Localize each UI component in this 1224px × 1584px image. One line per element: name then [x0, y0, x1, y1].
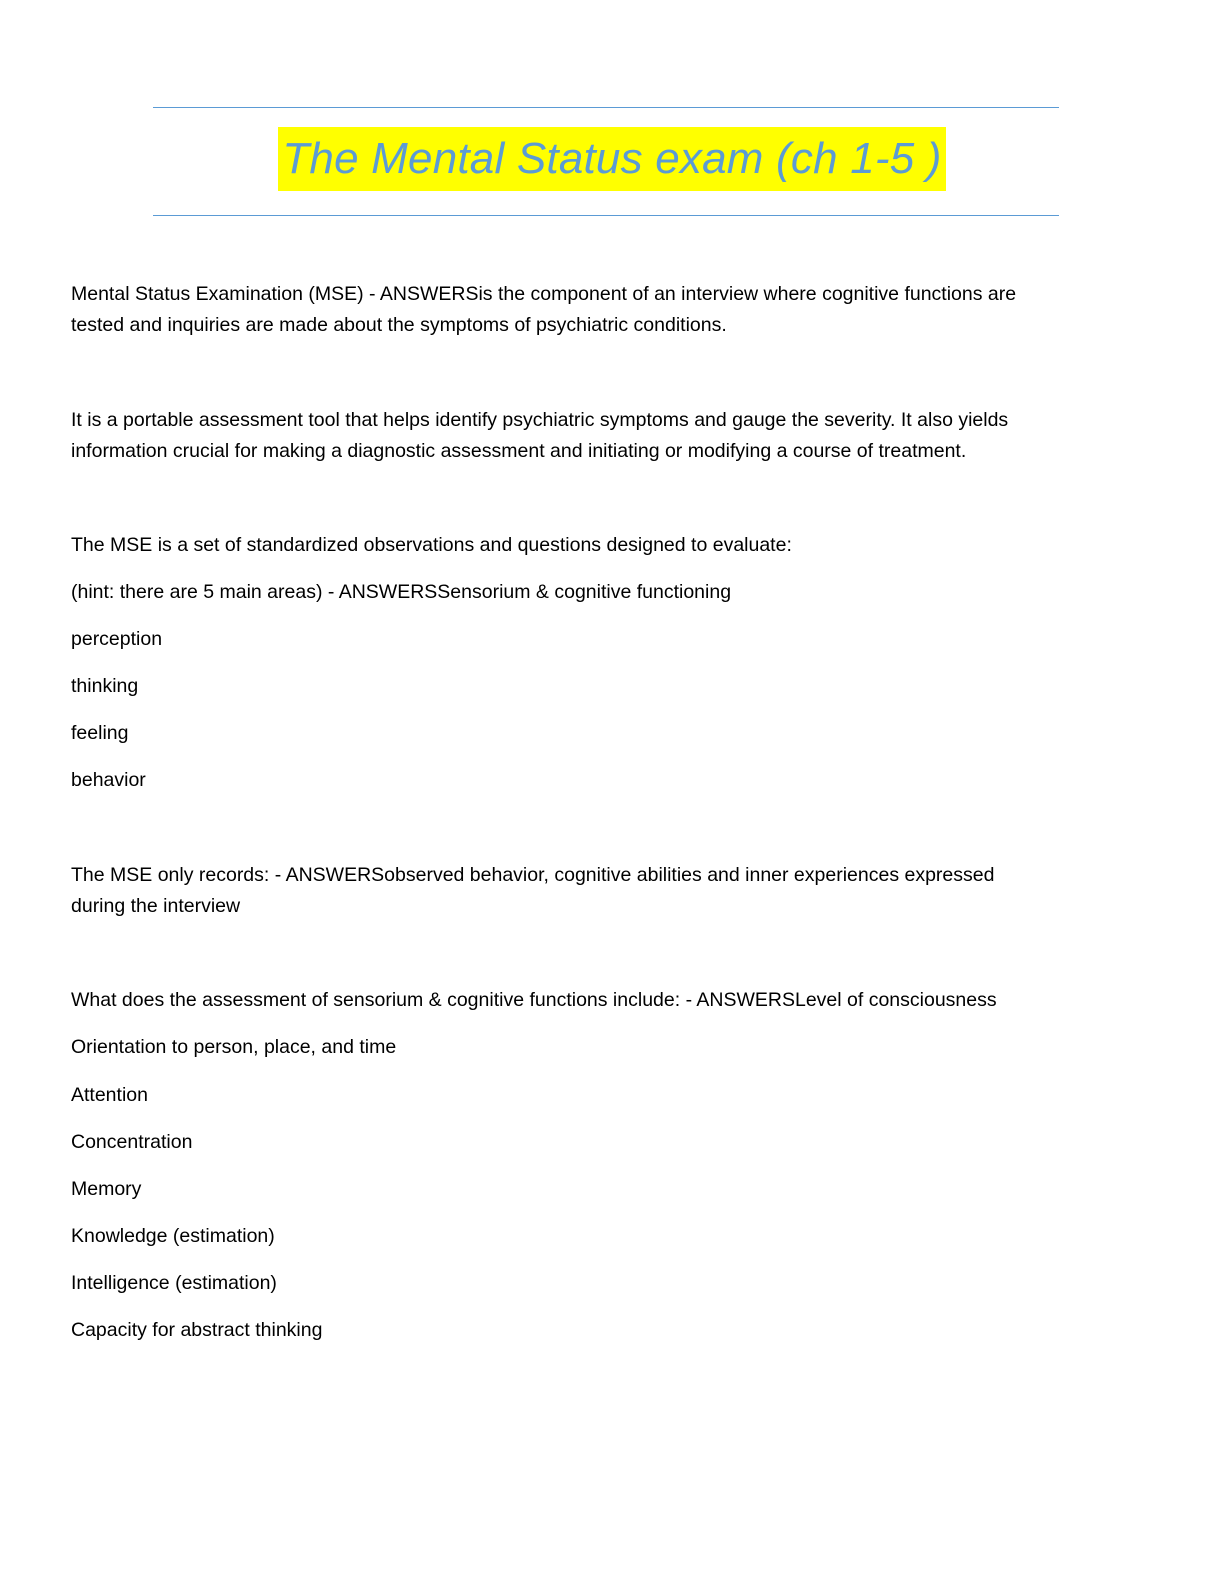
title-rule-top: [153, 107, 1059, 108]
title-rule-bottom: [153, 215, 1059, 216]
list-item: Capacity for abstract thinking: [71, 1319, 323, 1341]
list-item: Concentration: [71, 1131, 193, 1153]
entry-1-line-2: tested and inquiries are made about the symptoms of psychiatric conditions.: [71, 314, 727, 336]
list-item: feeling: [71, 722, 129, 744]
document-title: The Mental Status exam (ch 1-5 ): [278, 127, 945, 191]
entry-1-line-1: Mental Status Examination (MSE) - ANSWERSis the component of an interview where cognitive functions are: [71, 283, 1017, 305]
entry-2-line-1: It is a portable assessment tool that helps identify psychiatric symptoms and gauge the severity. It also yields: [71, 409, 1009, 431]
list-item: perception: [71, 628, 163, 650]
list-item: Memory: [71, 1178, 142, 1200]
entry-3-question: The MSE is a set of standardized observations and questions designed to evaluate:: [71, 534, 792, 556]
entry-2-line-2: information crucial for making a diagnostic assessment and initiating or modifying a course of treatment.: [71, 440, 967, 462]
list-item: Attention: [71, 1084, 148, 1106]
list-item: Orientation to person, place, and time: [71, 1036, 397, 1058]
entry-4-line-2: during the interview: [71, 895, 241, 917]
list-item: Intelligence (estimation): [71, 1272, 277, 1294]
list-item: Knowledge (estimation): [71, 1225, 275, 1247]
entry-4-line-1: The MSE only records: - ANSWERSobserved behavior, cognitive abilities and inner experiences expressed: [71, 864, 995, 886]
entry-3-answer: (hint: there are 5 main areas) - ANSWERSSensorium & cognitive functioning: [71, 581, 732, 603]
entry-5-question: What does the assessment of sensorium & cognitive functions include: - ANSWERSLevel of consciousness: [71, 989, 997, 1011]
list-item: behavior: [71, 769, 146, 791]
list-item: thinking: [71, 675, 139, 697]
title-container: [0, 127, 1224, 191]
